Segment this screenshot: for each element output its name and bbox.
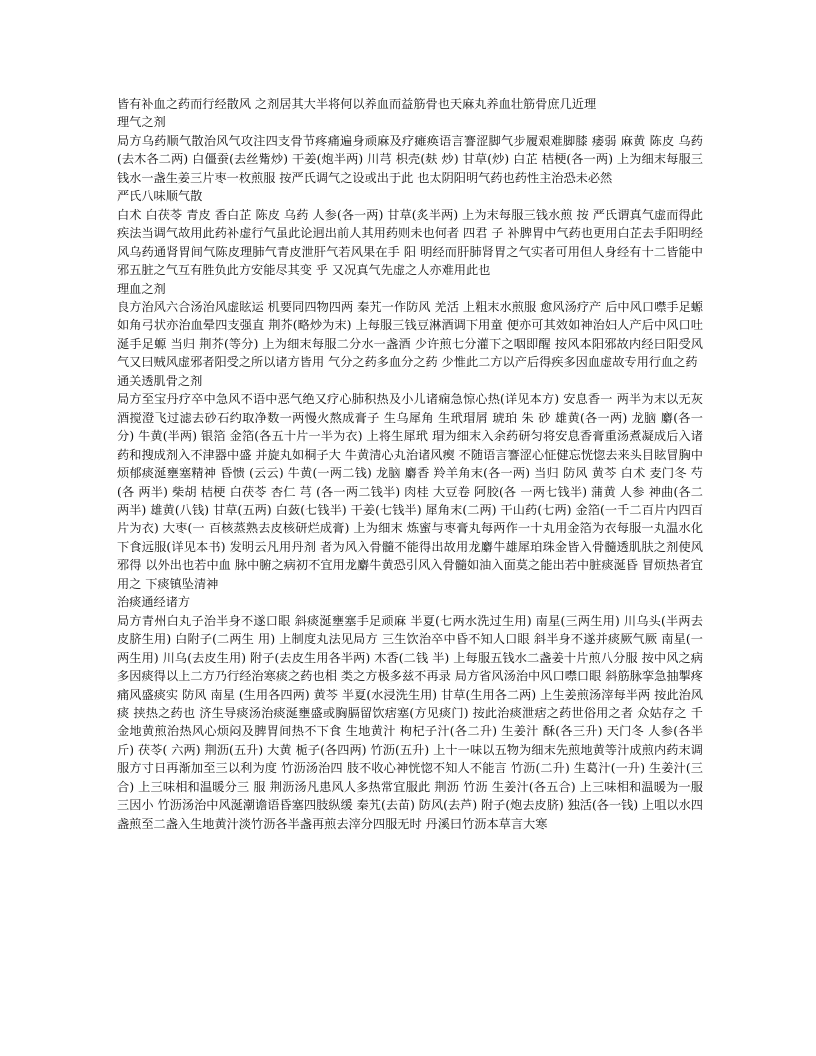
body-paragraph: 皆有补血之药而行经散风 之剂居其大半将何以养血而益筋骨也天麻丸养血壮筋骨庶几近理 bbox=[117, 97, 597, 111]
section-heading: 严氏八味顺气散 bbox=[117, 189, 203, 204]
body-paragraph: 良方治风六合汤治风虚眩运 机要同四物四两 秦艽一作防风 羌活 上粗末水煎服 愈风汤疗产 后中风口噤手足螈 如角弓状亦治血晕四支强直 荆芥(略炒为末) 上每服三钱豆淋酒调下用童 便亦可其效如神治妇人产后中风口吐涎手足螈 当归 荆芥(等分) 上为细末每服二分水一盏酒 少许煎七分灌下之咽即醒 按风本阳邪故内经曰阳受风气又曰贼风虚邪者阳受之所以诸方皆用 气分之药多血分之药 少惟此二方以产后得疾多因血虚故专用行血之药 bbox=[117, 299, 703, 370]
section-heading: 通关透肌骨之剂 bbox=[117, 373, 203, 388]
section-heading: 治痰通经诸方 bbox=[117, 595, 191, 610]
document-page bbox=[117, 95, 703, 833]
body-paragraph: 局方青州白丸子治半身不遂口眼 斜痰涎壅塞手足顽麻 半夏(七两水洗过生用) 南星(三两生用) 川乌头(半两去皮脐生用) 白附子(二两生 用) 上制度丸法见局方 三生饮治卒中昏不知人口眼 斜半身不遂并痰厥气厥 南星(一两生用) 川乌(去皮生用) 附子(去皮生用各半两) 木香(二钱 半) 上每服五钱水二盏姜十片煎八分服 按中风之病多因痰得以上二方乃行经治寒痰之药也相 类之方极多兹不再录 局方省风汤治中风口噤口眼 斜筋脉挛急抽掣疼痛风盛痰实 防风 南星 (生用各四两) 黄芩 半夏(水浸洗生用) 甘草(生用各二两) 上生姜煎汤滓每半两 按此治风痰 挟热之药也 济生导痰汤治痰涎壅盛或胸膈留饮痞塞(方见痰门) 按此治痰泄痞之药世俗用之者 众姑存之 千金地黄煎治热风心烦闷及脾胃间热不下食 生地黄汁 枸杞子汁(各二升) 生姜汁 酥(各三升) 天门冬 人参(各半斤) 茯苓( 六两) 荆沥(五升) 大黄 栀子(各四两) 竹沥(五升) 上十一味以五物为细末先煎地黄等汁成煎内药末调服方寸日再渐加至三以利为度 竹沥汤治四 肢不收心神恍惚不知人不能言 竹沥(二升) 生葛汁(一升) 生姜汁(三合) 上三味相和温暖分三 服 荆沥汤凡患风人多热常宜服此 荆沥 竹沥 生姜汁(各五合) 上三味相和温暖为一服 三因小 竹沥汤治中风涎潮谵语昏塞四肢纵缓 秦艽(去苗) 防风(去芦) 附子(炮去皮脐) 独活(各一钱) 上咀以水四盏煎至二盏入生地黄汁淡竹沥各半盏再煎去滓分四服无时 丹溪曰竹沥本草言大寒 bbox=[117, 613, 703, 831]
section-heading: 理气之剂 bbox=[117, 115, 166, 130]
body-paragraph: 局方乌药顺气散治风气攻注四支骨节疼痛遍身顽麻及疗瘫痪语言謇涩脚气步履艰难脚膝 痿弱 麻黄 陈皮 乌药(去木各二两) 白僵蚕(去丝觜炒) 干姜(炮半两) 川芎 枳壳(麸 炒) 甘草(炒) 白芷 桔梗(各一两) 上为细末每服三钱水一盏生姜三片枣一枚煎服 按严氏调气之设或出于此 也太阴阳明气药也药性主治恐未必然 bbox=[117, 133, 703, 185]
section-heading: 理血之剂 bbox=[117, 281, 166, 296]
body-paragraph: 局方至宝丹疗卒中急风不语中恶气绝又疗心肺积热及小儿诸痫急惊心热(详见本方) 安息香一 两半为末以无灰酒搅澄飞过滤去砂石约取净数一两慢火熬成膏子 生乌犀角 生玳瑁屑 琥珀 朱 砂 雄黄(各一两) 龙脑 麝(各一分) 牛黄(半两) 银箔 金箔(各五十片一半为衣) 上将生犀玳 瑁为细末入余药研匀将安息香膏重汤煮凝成后入诸药和搜成剂入不津器中盛 并旋丸如桐子大 牛黄清心丸治诸风瘈 不随语言謇涩心怔健忘恍惚去来头目眩冒胸中烦郁痰涎壅塞精神 昏愦 (云云) 牛黄(一两二钱) 龙脑 麝香 羚羊角末(各一两) 当归 防风 黄芩 白术 麦门冬 芍(各 两半) 柴胡 桔梗 白茯苓 杏仁 芎 (各一两二钱半) 肉桂 大豆卷 阿胶(各 一两七钱半) 蒲黄 人参 神曲(各二两半) 雄黄(八钱) 甘草(五两) 白蔹(七钱半) 干姜(七钱半) 犀角末(二两) 干山药(七两) 金箔(一千二百片内四百片为衣) 大枣(一 百核蒸熟去皮核研烂成膏) 上为细末 炼蜜与枣膏丸每两作一十丸用金箔为衣每服一丸温水化下食远服(详见本书) 发明云凡用丹剂 者为风入骨髓不能得出故用龙麝牛雄犀珀珠金皆入骨髓透肌肤之剂使风 邪得 以外出也若中血 脉中腑之病初不宜用龙麝牛黄恐引风入骨髓如油入面莫之能出若中脏痰涎昏 冒烦热者宜用之 下痰镇坠清神 bbox=[117, 392, 703, 591]
body-paragraph: 白术 白茯苓 青皮 香白芷 陈皮 乌药 人参(各一两) 甘草(炙半两) 上为末每服三钱水煎 按 严氏谓真气虚而得此疾法当调气故用此药补虚行气虽此论迥出前人其用药则未也何者 四君 子 补脾胃中气药也更用白芷去手阳明经风乌药通肾胃间气陈皮理肺气青皮泄肝气若风果在手 阳 明经而肝肺肾胃之气实者可用但人身经有十二皆能中邪五脏之气互有胜负此方安能尽其变 乎 又况真气先虚之人亦难用此也 bbox=[117, 207, 703, 278]
